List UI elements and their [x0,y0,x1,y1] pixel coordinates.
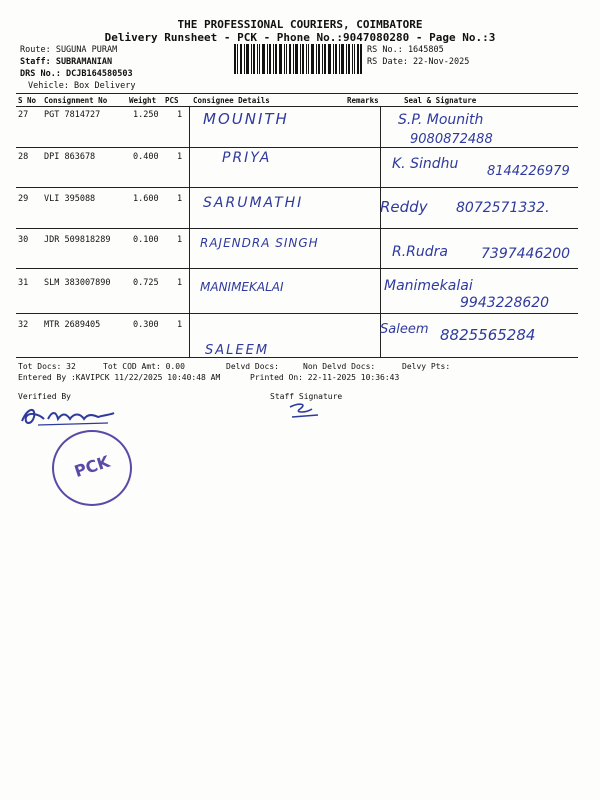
staff-signature-label: Staff Signature [270,392,343,401]
delivered-docs: Delvd Docs: [226,362,279,371]
verified-by-label: Verified By [18,392,71,401]
consignee-handwriting: SALEEM [205,343,270,358]
route-label: Route: SUGUNA PURAM [20,45,118,55]
verifier-signature [18,403,118,429]
delivery-points: Delvy Pts: [402,362,451,371]
row-sno: 30 [18,235,29,245]
signature-handwriting: Reddy [380,198,428,216]
entered-by: Entered By :KAVIPCK 11/22/2025 10:40:48 AM [18,373,221,382]
row-pcs: 1 [177,194,183,204]
col-weight: Weight [129,96,157,105]
vehicle-label: Vehicle: Box Delivery [28,81,136,91]
row-consignment: MTR 2689405 [44,320,101,330]
runsheet-subtitle: Delivery Runsheet - PCK - Phone No.:9047080280 - Page No.:3 [104,31,496,44]
row-consignment: JDR 509818289 [44,235,111,245]
signature-handwriting: Manimekalai [384,278,473,294]
row-weight: 0.400 [133,152,159,162]
row-divider [16,187,578,188]
phone-handwriting: 9943228620 [460,295,550,311]
signature-handwriting: Saleem [380,322,429,337]
col-consignment: Consignment No [44,96,108,105]
rs-date: RS Date: 22-Nov-2025 [367,57,470,67]
printed-on: Printed On: 22-11-2025 10:36:43 [250,373,400,382]
staff-signature [286,401,322,421]
row-sno: 27 [18,110,29,120]
signature-handwriting: R.Rudra [392,244,448,260]
phone-handwriting: 8072571332. [456,200,550,216]
row-divider [16,268,578,269]
drs-number: DRS No.: DCJB164580503 [20,69,133,79]
row-divider [16,313,578,314]
col-seal-signature: Seal & Signature [404,96,477,105]
row-weight: 1.600 [133,194,159,204]
row-weight: 0.300 [133,320,159,330]
total-cod-amount: Tot COD Amt: 0.00 [103,362,185,371]
barcode [234,44,362,74]
phone-handwriting: 8825565284 [440,326,536,344]
phone-handwriting: 9080872488 [410,132,493,147]
phone-handwriting: 8144226979 [487,164,570,179]
row-consignment: SLM 383007890 [44,278,111,288]
company-title: THE PROFESSIONAL COURIERS, COIMBATORE [177,18,423,31]
consignee-handwriting: RAJENDRA SINGH [200,236,319,250]
consignee-handwriting: SARUMATHI [203,195,304,211]
col-consignee: Consignee Details [193,96,270,105]
row-divider [16,147,578,148]
row-pcs: 1 [177,320,183,330]
pck-stamp [52,430,132,506]
row-consignment: VLI 395088 [44,194,96,204]
consignee-handwriting: MANIMEKALAI [200,280,284,294]
row-divider [16,228,578,229]
row-weight: 0.725 [133,278,159,288]
row-sno: 29 [18,194,29,204]
row-sno: 28 [18,152,29,162]
row-pcs: 1 [177,152,183,162]
staff-label: Staff: SUBRAMANIAN [20,57,113,67]
row-pcs: 1 [177,110,183,120]
total-docs: Tot Docs: 32 [18,362,76,371]
col-remarks: Remarks [347,96,379,105]
consignee-handwriting: PRIYA [222,150,272,166]
table-top-rule [16,93,578,94]
row-consignment: DPI 863678 [44,152,96,162]
row-weight: 1.250 [133,110,159,120]
row-sno: 32 [18,320,29,330]
stamp-text: PCK [72,451,112,482]
row-weight: 0.100 [133,235,159,245]
divider [380,106,381,357]
signature-handwriting: S.P. Mounith [398,112,484,128]
divider [189,106,190,357]
non-delivered-docs: Non Delvd Docs: [303,362,376,371]
rs-number: RS No.: 1645805 [367,45,444,55]
col-sno: S No [18,96,37,105]
table-header-rule [16,106,578,107]
row-sno: 31 [18,278,29,288]
consignee-handwriting: MOUNITH [203,110,289,128]
table-bottom-rule [16,357,578,358]
phone-handwriting: 7397446200 [481,246,571,262]
signature-handwriting: K. Sindhu [392,156,459,172]
row-pcs: 1 [177,278,183,288]
row-pcs: 1 [177,235,183,245]
col-pcs: PCS [165,96,179,105]
row-consignment: PGT 7814727 [44,110,101,120]
